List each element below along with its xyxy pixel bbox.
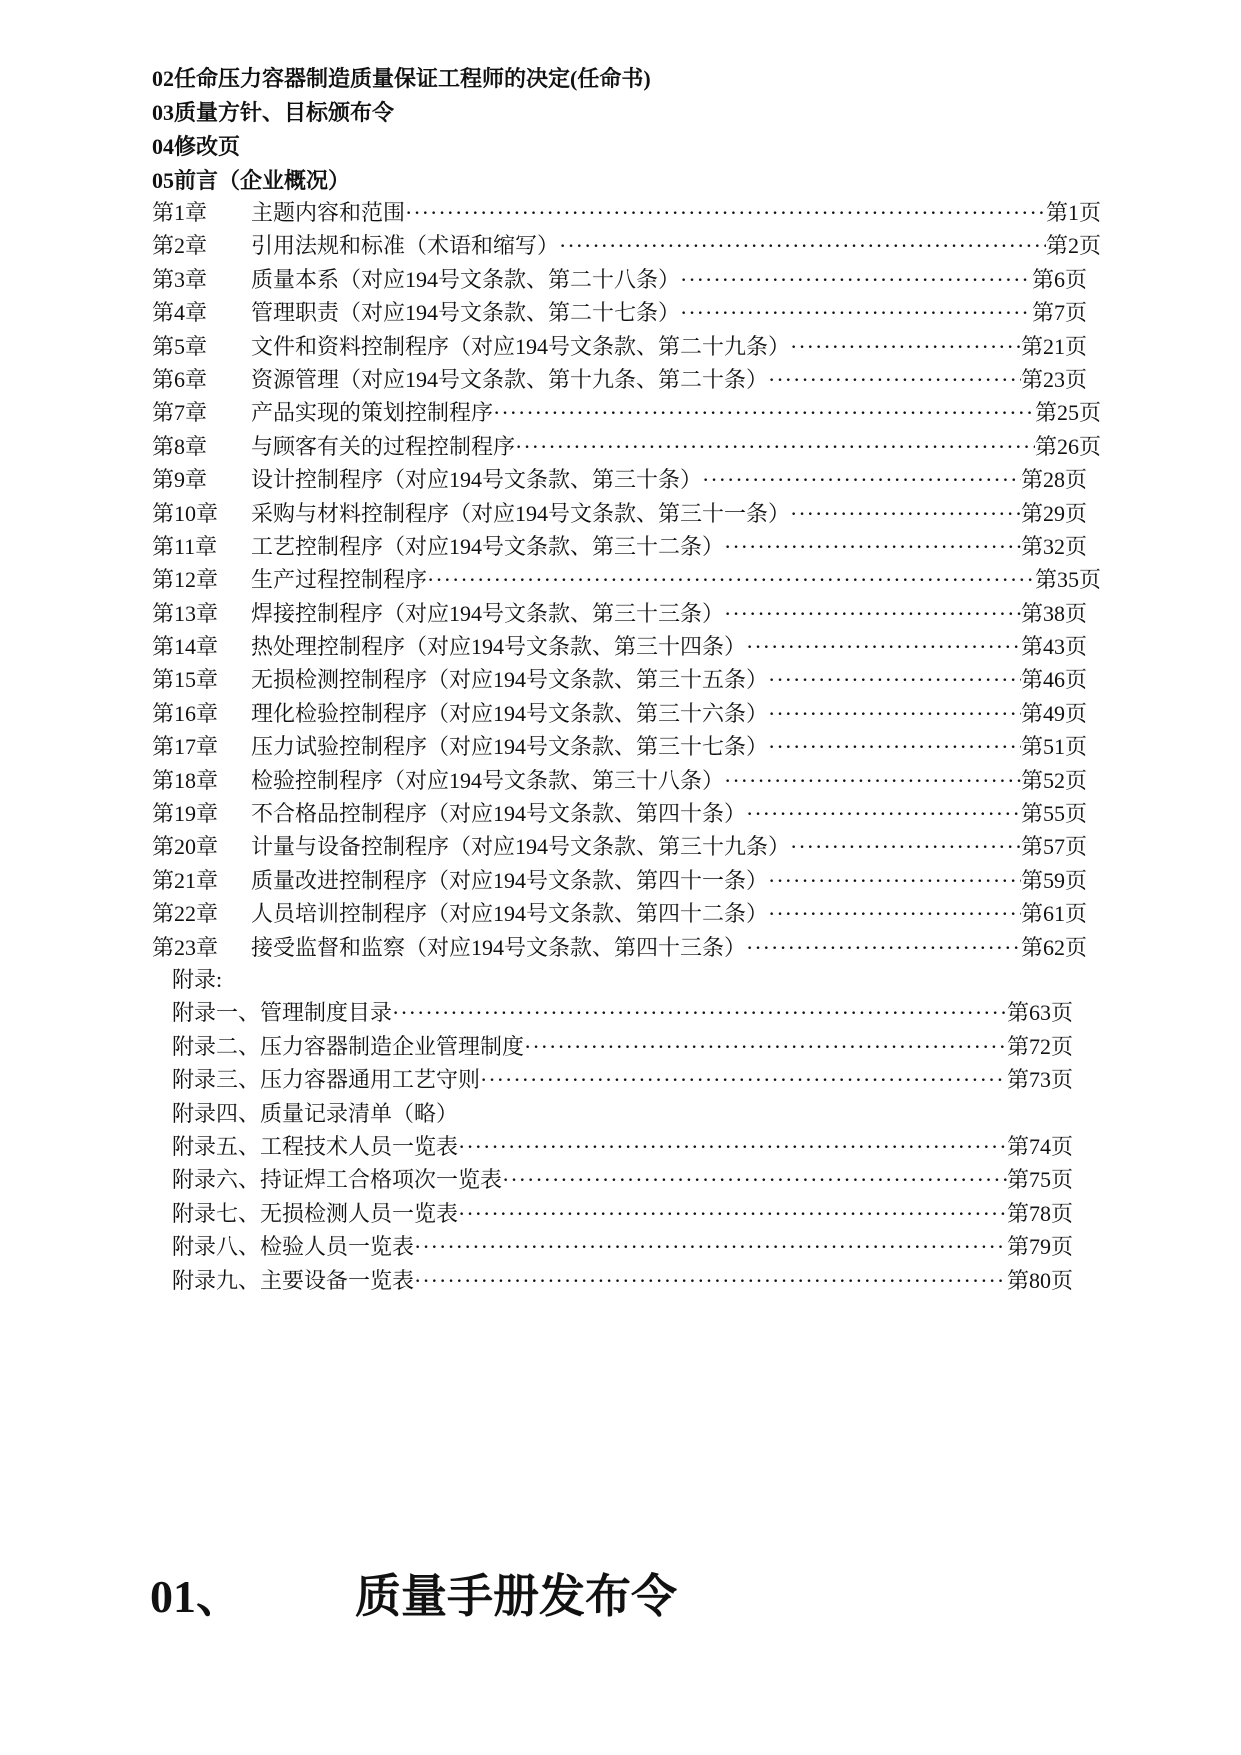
- toc-page: 第25页: [1034, 400, 1101, 426]
- toc-row: [152, 530, 1087, 563]
- toc-page: 第7页: [1031, 300, 1087, 326]
- toc-chapter: 第8章: [152, 433, 208, 459]
- toc-leader-dots: [559, 229, 1046, 262]
- toc-row: [152, 196, 1101, 229]
- toc-chapter: 第22章: [152, 901, 219, 927]
- toc-page: 第59页: [1020, 867, 1087, 893]
- toc-leader-dots: [680, 263, 1032, 296]
- toc-leader-dots: [405, 196, 1046, 229]
- toc-row: [152, 396, 1101, 429]
- front-matter-item: 05前言（企业概况）: [152, 168, 351, 193]
- toc-row: [152, 330, 1087, 363]
- toc-row: [152, 830, 1087, 863]
- appendix-leader-dots: [524, 1030, 1007, 1063]
- appendix-page: 第80页: [1006, 1267, 1073, 1293]
- toc-leader-dots: [680, 296, 1032, 329]
- toc-chapter: 第2章: [152, 233, 208, 259]
- appendix-leader-dots: [414, 1264, 1007, 1297]
- appendix-page: 第75页: [1006, 1167, 1073, 1193]
- toc-title: 质量改进控制程序（对应194号文条款、第四十一条）: [251, 867, 769, 893]
- section-number: 01、: [150, 1571, 242, 1622]
- toc-page: 第38页: [1020, 600, 1087, 626]
- appendix-row: [172, 1063, 1073, 1096]
- toc-chapter: 第7章: [152, 400, 208, 426]
- toc-chapter: 第16章: [152, 700, 219, 726]
- toc-page: 第52页: [1020, 767, 1087, 793]
- appendix-title: 附录四、质量记录清单（略）: [172, 1100, 459, 1126]
- appendix-leader-dots: [458, 1197, 1007, 1230]
- toc-title: 压力试验控制程序（对应194号文条款、第三十七条）: [251, 734, 769, 760]
- appendix-page: 第79页: [1006, 1234, 1073, 1260]
- appendix-page: 第78页: [1006, 1200, 1073, 1226]
- appendix-title: 附录七、无损检测人员一览表: [172, 1200, 459, 1226]
- toc-title: 主题内容和范围: [251, 200, 406, 225]
- toc-chapter: 第14章: [152, 634, 219, 660]
- toc-leader-dots: [746, 797, 1021, 830]
- appendix-page: 第63页: [1006, 1000, 1073, 1026]
- toc-page: 第43页: [1020, 634, 1087, 660]
- toc-title: 焊接控制程序（对应194号文条款、第三十三条）: [251, 600, 725, 626]
- toc-title: 资源管理（对应194号文条款、第十九条、第二十条）: [251, 366, 769, 392]
- section-heading: [150, 1560, 677, 1626]
- toc-title: 计量与设备控制程序（对应194号文条款、第三十九条）: [251, 834, 791, 860]
- toc-title: 接受监督和监察（对应194号文条款、第四十三条）: [251, 934, 747, 960]
- appendix-title: 附录五、工程技术人员一览表: [172, 1133, 459, 1159]
- toc-row: [152, 597, 1087, 630]
- appendix-heading: 附录:: [172, 967, 223, 992]
- toc-chapter: 第20章: [152, 834, 219, 860]
- table-of-contents: [152, 196, 1101, 964]
- toc-page: 第21页: [1020, 333, 1087, 359]
- appendix-row: [172, 1197, 1073, 1230]
- toc-row: [152, 697, 1087, 730]
- toc-title: 与顾客有关的过程控制程序: [251, 433, 516, 459]
- toc-page: 第23页: [1020, 366, 1087, 392]
- toc-title: 生产过程控制程序: [251, 567, 428, 593]
- toc-leader-dots: [790, 330, 1021, 363]
- toc-leader-dots: [768, 897, 1021, 930]
- appendix-row: [172, 1163, 1073, 1196]
- toc-leader-dots: [746, 630, 1021, 663]
- toc-chapter: 第13章: [152, 600, 219, 626]
- toc-page: 第46页: [1020, 667, 1087, 693]
- toc-row: [152, 497, 1087, 530]
- toc-title: 不合格品控制程序（对应194号文条款、第四十条）: [251, 801, 747, 827]
- appendix-title: 附录一、管理制度目录: [172, 1000, 393, 1026]
- front-matter-item: 03质量方针、目标颁布令: [152, 100, 395, 125]
- toc-title: 检验控制程序（对应194号文条款、第三十八条）: [251, 767, 725, 793]
- toc-title: 无损检测控制程序（对应194号文条款、第三十五条）: [251, 667, 769, 693]
- toc-chapter: 第5章: [152, 333, 208, 359]
- appendix-row: [172, 1230, 1073, 1263]
- toc-row: [152, 897, 1087, 930]
- toc-chapter: 第12章: [152, 567, 219, 593]
- appendix-leader-dots: [414, 1230, 1007, 1263]
- toc-title: 设计控制程序（对应194号文条款、第三十条）: [251, 467, 703, 493]
- toc-row: [152, 864, 1087, 897]
- appendix-leader-dots: [458, 1130, 1007, 1163]
- appendix-row: [172, 1264, 1073, 1297]
- appendix-page: 第73页: [1006, 1067, 1073, 1093]
- toc-chapter: 第19章: [152, 801, 219, 827]
- toc-page: 第61页: [1020, 901, 1087, 927]
- toc-leader-dots: [768, 730, 1021, 763]
- toc-chapter: 第18章: [152, 767, 219, 793]
- toc-row: [152, 931, 1087, 964]
- appendix-row: [172, 1097, 1073, 1130]
- toc-chapter: 第15章: [152, 667, 219, 693]
- appendix-leader-dots: [502, 1163, 1007, 1196]
- toc-title: 管理职责（对应194号文条款、第二十七条）: [251, 300, 681, 326]
- toc-leader-dots: [768, 864, 1021, 897]
- toc-title: 热处理控制程序（对应194号文条款、第三十四条）: [251, 634, 747, 660]
- toc-page: 第29页: [1020, 500, 1087, 526]
- toc-chapter: 第4章: [152, 300, 208, 326]
- toc-page: 第1页: [1045, 200, 1101, 225]
- appendix-title: 附录二、压力容器制造企业管理制度: [172, 1033, 525, 1059]
- toc-chapter: 第21章: [152, 867, 219, 893]
- appendix-page: 第74页: [1006, 1133, 1073, 1159]
- toc-page: 第32页: [1020, 533, 1087, 559]
- toc-page: 第28页: [1020, 467, 1087, 493]
- appendix-row: [172, 1130, 1073, 1163]
- toc-row: [152, 263, 1087, 296]
- toc-title: 理化检验控制程序（对应194号文条款、第三十六条）: [251, 700, 769, 726]
- toc-leader-dots: [724, 530, 1021, 563]
- appendix-title: 附录三、压力容器通用工艺守则: [172, 1067, 481, 1093]
- toc-chapter: 第11章: [152, 533, 218, 559]
- toc-chapter: 第9章: [152, 467, 208, 493]
- toc-leader-dots: [427, 563, 1035, 596]
- toc-chapter: 第6章: [152, 366, 208, 392]
- appendix-title: 附录八、检验人员一览表: [172, 1234, 415, 1260]
- toc-row: [152, 563, 1101, 596]
- toc-page: 第51页: [1020, 734, 1087, 760]
- toc-title: 人员培训控制程序（对应194号文条款、第四十二条）: [251, 901, 769, 927]
- toc-leader-dots: [724, 764, 1021, 797]
- toc-chapter: 第10章: [152, 500, 219, 526]
- toc-chapter: 第23章: [152, 934, 219, 960]
- toc-leader-dots: [515, 430, 1035, 463]
- toc-leader-dots: [746, 931, 1021, 964]
- appendix-row: [172, 996, 1073, 1029]
- toc-leader-dots: [724, 597, 1021, 630]
- toc-page: 第2页: [1045, 233, 1101, 259]
- toc-leader-dots: [702, 463, 1021, 496]
- toc-title: 文件和资料控制程序（对应194号文条款、第二十九条）: [251, 333, 791, 359]
- toc-page: 第6页: [1031, 266, 1087, 292]
- front-matter-item: 02任命压力容器制造质量保证工程师的决定(任命书): [152, 66, 651, 91]
- toc-leader-dots: [790, 497, 1021, 530]
- toc-chapter: 第1章: [152, 200, 208, 225]
- toc-page: 第57页: [1020, 834, 1087, 860]
- toc-chapter: 第17章: [152, 734, 219, 760]
- front-matter-list: [152, 62, 651, 198]
- toc-page: 第55页: [1020, 801, 1087, 827]
- toc-title: 产品实现的策划控制程序: [251, 400, 494, 426]
- toc-row: [152, 363, 1087, 396]
- toc-title: 引用法规和标准（术语和缩写）: [251, 233, 560, 259]
- toc-row: [152, 663, 1087, 696]
- toc-leader-dots: [768, 663, 1021, 696]
- toc-row: [152, 730, 1087, 763]
- appendix-leader-dots: [392, 996, 1007, 1029]
- toc-row: [152, 630, 1087, 663]
- toc-leader-dots: [768, 363, 1021, 396]
- section-title: 质量手册发布令: [355, 1571, 677, 1622]
- toc-page: 第35页: [1034, 567, 1101, 593]
- toc-page: 第62页: [1020, 934, 1087, 960]
- toc-title: 质量本系（对应194号文条款、第二十八条）: [251, 266, 681, 292]
- toc-row: [152, 463, 1087, 496]
- toc-row: [152, 229, 1101, 262]
- appendix-title: 附录九、主要设备一览表: [172, 1267, 415, 1293]
- toc-title: 工艺控制程序（对应194号文条款、第三十二条）: [251, 533, 725, 559]
- toc-row: [152, 797, 1087, 830]
- toc-title: 采购与材料控制程序（对应194号文条款、第三十一条）: [251, 500, 791, 526]
- appendix-page: 第72页: [1006, 1033, 1073, 1059]
- appendix-list: [172, 963, 1073, 1297]
- toc-leader-dots: [790, 830, 1021, 863]
- appendix-title: 附录六、持证焊工合格项次一览表: [172, 1167, 503, 1193]
- toc-row: [152, 296, 1087, 329]
- toc-leader-dots: [493, 396, 1035, 429]
- toc-page: 第49页: [1020, 700, 1087, 726]
- toc-row: [152, 430, 1101, 463]
- appendix-leader-dots: [480, 1063, 1007, 1096]
- appendix-row: [172, 1030, 1073, 1063]
- toc-chapter: 第3章: [152, 266, 208, 292]
- toc-row: [152, 764, 1087, 797]
- front-matter-item: 04修改页: [152, 134, 241, 159]
- toc-page: 第26页: [1034, 433, 1101, 459]
- toc-leader-dots: [768, 697, 1021, 730]
